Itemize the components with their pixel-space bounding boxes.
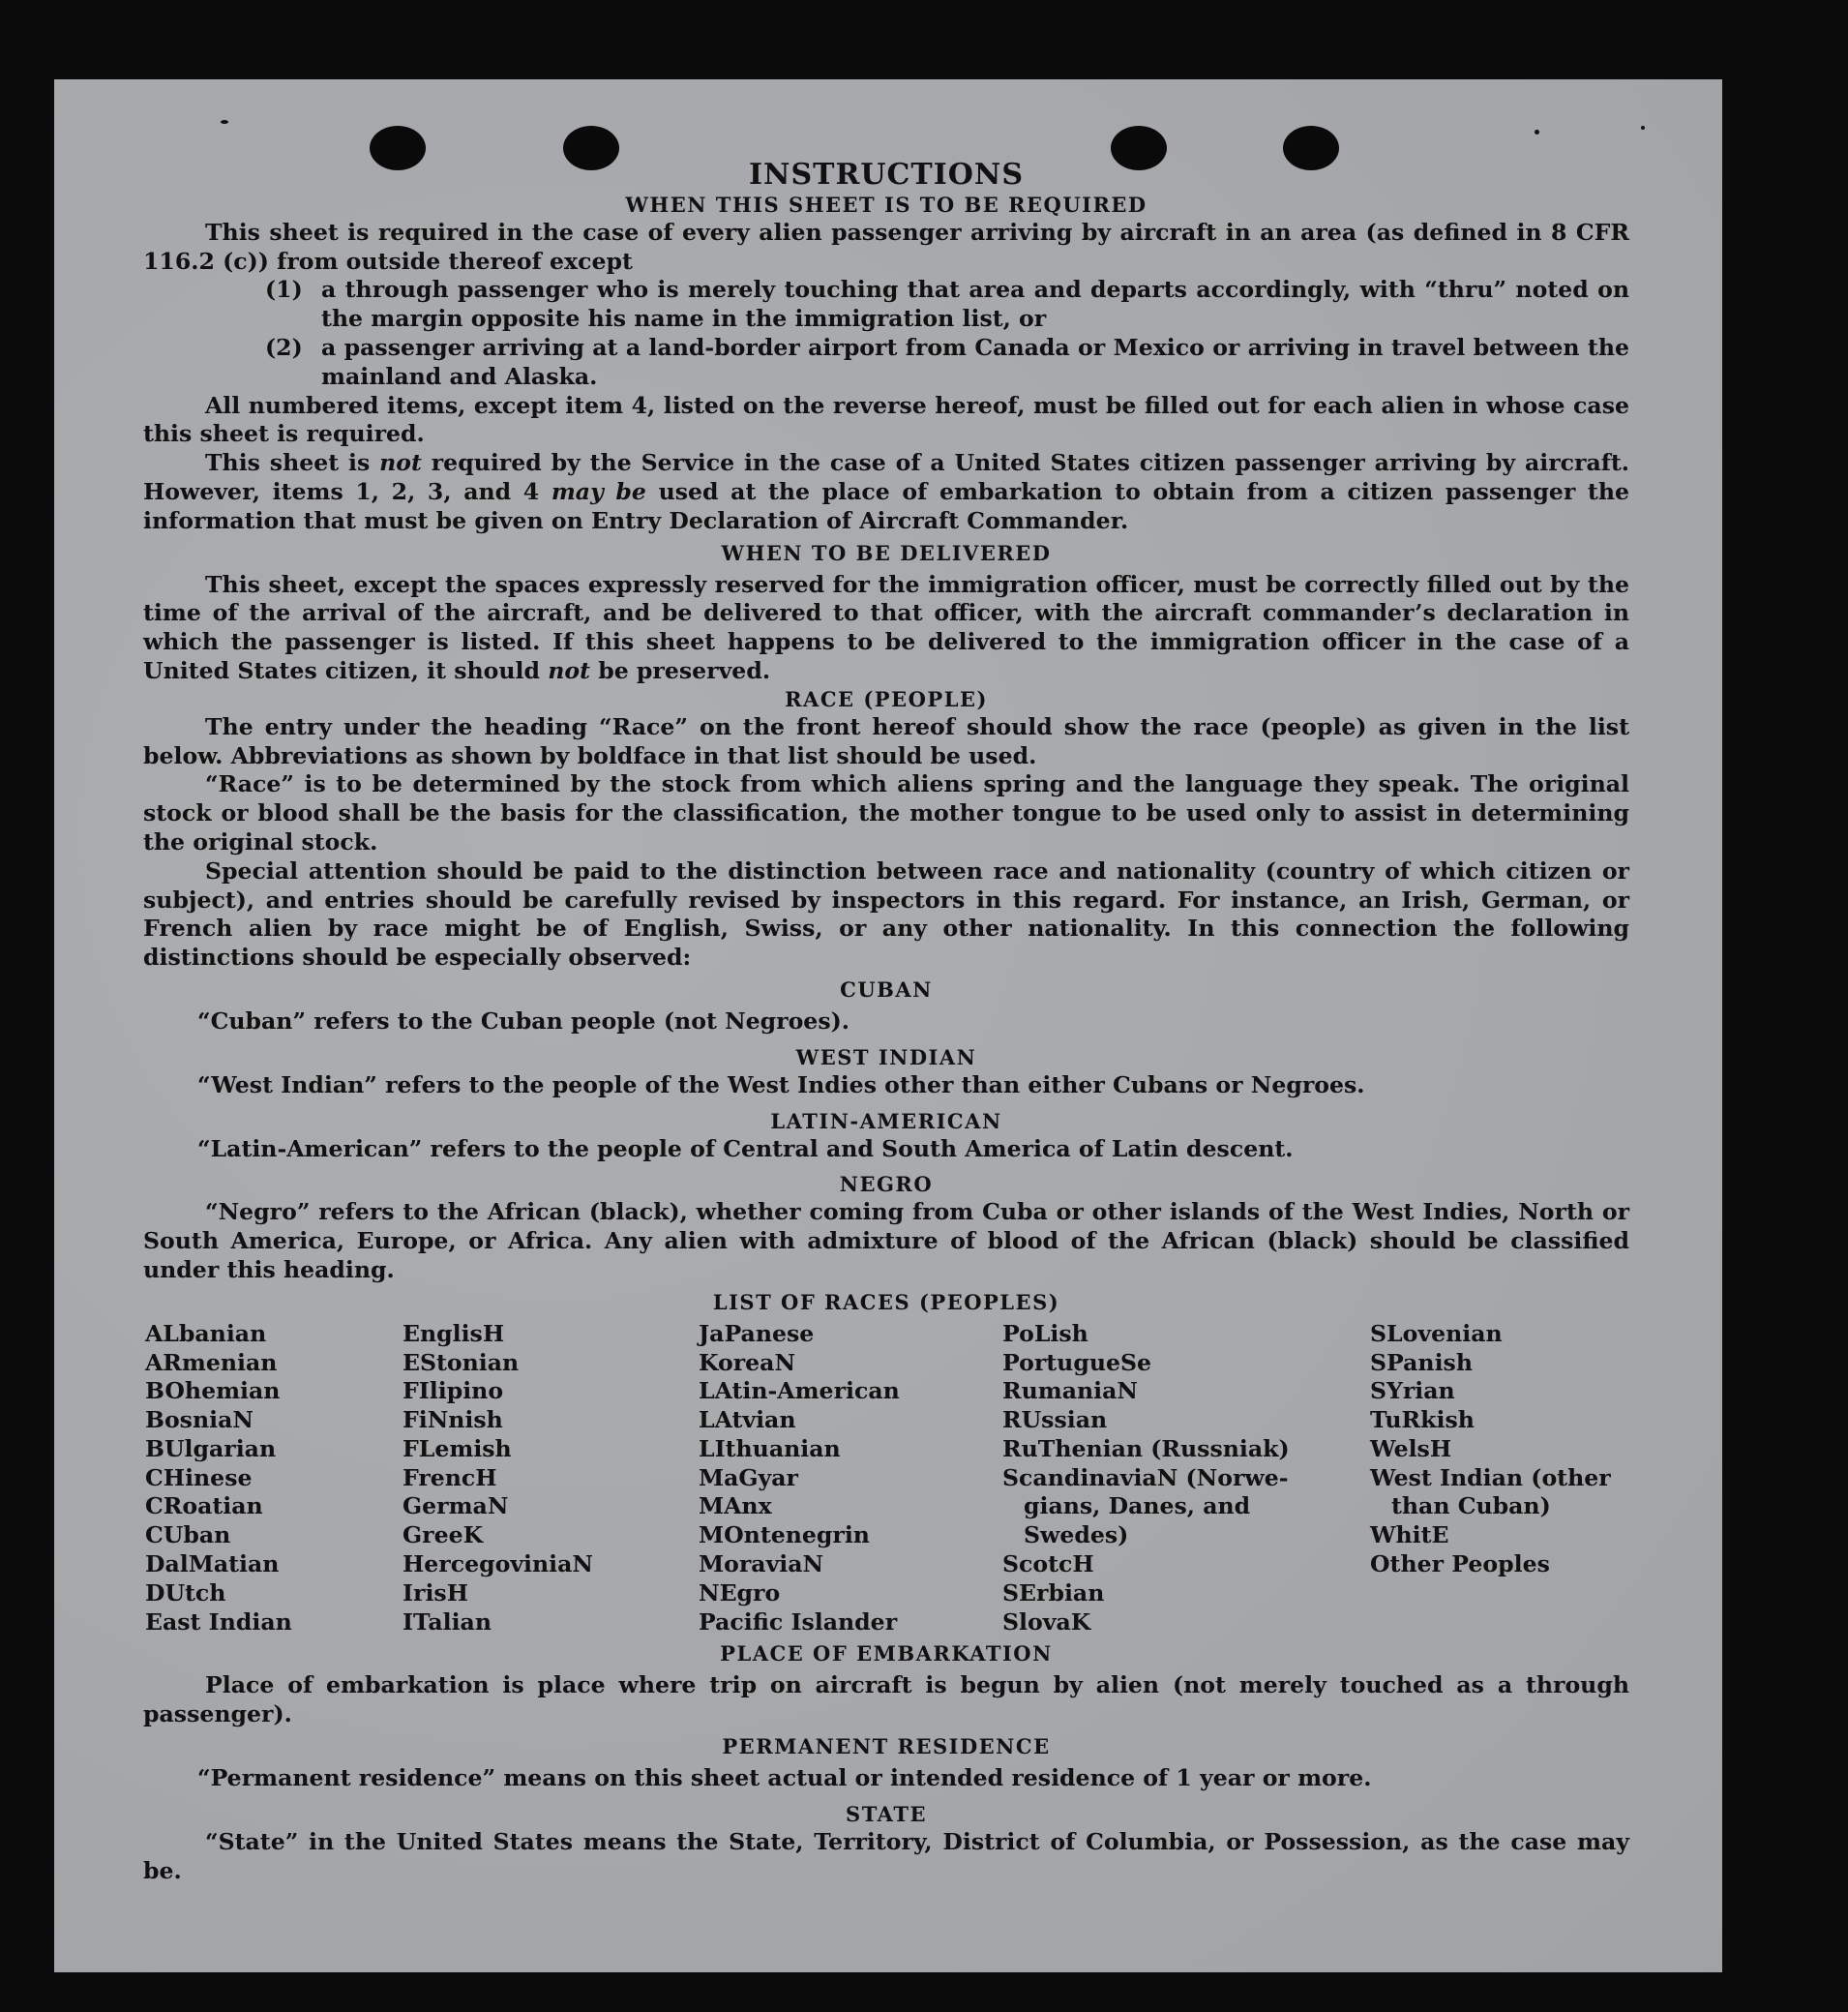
paragraph xyxy=(143,449,1629,535)
emphasis: not xyxy=(548,656,590,684)
punch-hole xyxy=(563,126,619,170)
race-entry: PortugueSe xyxy=(1002,1348,1152,1376)
race-entry: JaPanese xyxy=(699,1319,815,1347)
definition-west-indian: “West Indian” refers to the people of the West Indies other than either Cubans or Negroes. xyxy=(197,1070,1365,1098)
race-entry: Pacific Islander xyxy=(699,1607,898,1636)
race-entry: PoLish xyxy=(1002,1319,1088,1347)
item-text: a passenger arriving at a land-border airport from Canada or Mexico or arriving in travel between the mainland and Alaska. xyxy=(321,333,1629,390)
race-entry: than Cuban) xyxy=(1391,1492,1551,1520)
heading-place-of-embarkation: PLACE OF EMBARKATION xyxy=(720,1641,1053,1667)
definition-latin-american: “Latin-American” refers to the people of Central and South America of Latin descent. xyxy=(197,1134,1294,1162)
definition-permanent-residence: “Permanent residence” means on this sheet actual or intended residence of 1 year or more. xyxy=(197,1764,1372,1792)
heading-negro: NEGRO xyxy=(839,1172,934,1197)
race-entry: DUtch xyxy=(145,1578,226,1607)
definition-embarkation: Place of embarkation is place where trip on aircraft is begun by alien (not merely touched as a through passenger). xyxy=(143,1671,1629,1728)
heading-when-delivered: WHEN TO BE DELIVERED xyxy=(721,540,1052,565)
race-entry: LAtin-American xyxy=(699,1377,900,1405)
race-entry: CRoatian xyxy=(145,1492,263,1520)
emphasis: not xyxy=(379,449,422,477)
race-entry: RuThenian (Russniak) xyxy=(1002,1434,1290,1462)
race-entry: FiNnish xyxy=(402,1406,503,1434)
races-column xyxy=(1370,1320,1631,1637)
race-entry: SlovaK xyxy=(1002,1607,1091,1636)
race-entry: LAtvian xyxy=(699,1406,796,1434)
race-entry: ITalian xyxy=(402,1607,492,1636)
race-entry: SLovenian xyxy=(1370,1319,1503,1347)
paragraph: All numbered items, except item 4, listed on the reverse hereof, must be filled out for each alien in whose case this sheet is required. xyxy=(143,391,1629,448)
race-entry: DalMatian xyxy=(145,1550,280,1578)
race-entry: FLemish xyxy=(402,1434,512,1462)
race-entry: MOntenegrin xyxy=(699,1521,870,1549)
race-entry: BUlgarian xyxy=(145,1434,277,1462)
race-entry: RumaniaN xyxy=(1002,1377,1138,1405)
race-entry: EStonian xyxy=(402,1348,520,1376)
race-entry: ARmenian xyxy=(145,1348,278,1376)
paragraph: The entry under the heading “Race” on the front hereof should show the race (people) as given in the list below. Abbreviations as shown by boldface in that list should be used. xyxy=(143,712,1629,769)
definition-negro: “Negro” refers to the African (black), whether coming from Cuba or other islands of the West Indies, North or South America, Europe, or Africa. Any alien with admixture of blood of the African (black) should be classified under this heading. xyxy=(143,1198,1629,1283)
race-entry: WhitE xyxy=(1370,1521,1449,1549)
heading-state: STATE xyxy=(846,1801,927,1826)
race-entry: FIlipino xyxy=(402,1377,504,1405)
speck xyxy=(1535,130,1539,135)
punch-hole xyxy=(370,126,426,170)
speck xyxy=(221,120,228,124)
race-entry: MoraviaN xyxy=(699,1550,824,1578)
race-entry: Swedes) xyxy=(1024,1521,1129,1549)
paragraph: This sheet is required in the case of every alien passenger arriving by aircraft in an area (as defined in 8 CFR 116.2 (c)) from outside thereof except xyxy=(143,218,1629,275)
race-entry: ScandinaviaN (Norwe- xyxy=(1002,1463,1289,1491)
list-item xyxy=(265,276,1629,334)
punch-hole xyxy=(1283,126,1339,170)
race-entry: ScotcH xyxy=(1002,1550,1094,1578)
emphasis: may be xyxy=(551,477,646,505)
races-list xyxy=(145,1320,1629,1637)
race-entry: CHinese xyxy=(145,1463,253,1491)
race-entry: IrisH xyxy=(402,1578,469,1607)
race-entry: FrencH xyxy=(402,1463,497,1491)
paragraph: Special attention should be paid to the distinction between race and nationality (country of which citizen or subject), and entries should be carefully revised by inspectors in this regard. For instance, an Irish, German, or French alien by race might be of English, Swiss, or any other nationality. In this connection the following distinctions should be especially observed: xyxy=(143,856,1629,972)
races-column xyxy=(402,1320,699,1637)
races-column xyxy=(699,1320,1002,1637)
heading-west-indian: WEST INDIAN xyxy=(795,1044,977,1069)
race-entry: TuRkish xyxy=(1370,1406,1475,1434)
page-title: INSTRUCTIONS xyxy=(749,158,1024,192)
speck xyxy=(1641,126,1645,130)
text-run: required by the Service in the case of a United States citizen passenger arriving by aircraft. However, items 1, 2, 3, and 4 xyxy=(143,449,1629,505)
heading-race: RACE (PEOPLE) xyxy=(785,686,988,711)
text-run: This sheet, except the spaces expressly reserved for the immigration officer, must be correctly filled out by the time of the arrival of the aircraft, and be delivered to that officer, with the aircraft commander’s declaration in which the passenger is listed. If this sheet happens to be delivered to the immigration officer in the case of a United States citizen, it should xyxy=(143,570,1629,684)
paragraph: “Race” is to be determined by the stock from which aliens spring and the language they speak. The original stock or blood shall be the basis for the classification, the mother tongue to be used only to assist in determining the original stock. xyxy=(143,770,1629,856)
heading-latin-american: LATIN-AMERICAN xyxy=(770,1108,1002,1133)
race-entry: LIthuanian xyxy=(699,1434,841,1462)
race-entry: HercegoviniaN xyxy=(402,1550,593,1578)
race-entry: CUban xyxy=(145,1521,231,1549)
race-entry: gians, Danes, and xyxy=(1024,1492,1251,1520)
text-run: be preserved. xyxy=(590,656,771,684)
race-entry: MaGyar xyxy=(699,1463,798,1491)
item-text: a through passenger who is merely touching that area and departs accordingly, with “thru” noted on the margin opposite his name in the immigration list, or xyxy=(321,276,1629,333)
race-entry: Other Peoples xyxy=(1370,1550,1550,1578)
item-number: (1) xyxy=(265,276,303,304)
race-entry: SYrian xyxy=(1370,1377,1455,1405)
race-entry: RUssian xyxy=(1002,1406,1108,1434)
heading-when-required: WHEN THIS SHEET IS TO BE REQUIRED xyxy=(625,192,1148,217)
races-column xyxy=(145,1320,402,1637)
text-run: used at the place of embarkation to obtain from a citizen passenger the information that must be given on Entry Declaration of Aircraft Commander. xyxy=(143,477,1629,534)
heading-cuban: CUBAN xyxy=(840,976,933,1002)
race-entry: GermaN xyxy=(402,1492,509,1520)
race-entry: BOhemian xyxy=(145,1377,281,1405)
item-number: (2) xyxy=(265,333,303,361)
race-entry: EnglisH xyxy=(402,1319,505,1347)
race-entry: WelsH xyxy=(1370,1434,1452,1462)
definition-cuban: “Cuban” refers to the Cuban people (not Negroes). xyxy=(197,1006,849,1035)
text-run: This sheet is xyxy=(205,449,380,477)
heading-permanent-residence: PERMANENT RESIDENCE xyxy=(722,1734,1051,1759)
race-entry: MAnx xyxy=(699,1492,772,1520)
race-entry: SPanish xyxy=(1370,1348,1473,1376)
instruction-sheet xyxy=(54,79,1722,1972)
list-item xyxy=(265,334,1629,392)
definition-state: “State” in the United States means the State, Territory, District of Columbia, or Possession, as the case may be. xyxy=(143,1827,1629,1884)
paragraph xyxy=(143,571,1629,686)
race-entry: ALbanian xyxy=(145,1319,267,1347)
heading-list-of-races: LIST OF RACES (PEOPLES) xyxy=(712,1289,1060,1314)
punch-hole xyxy=(1111,126,1167,170)
race-entry: BosniaN xyxy=(145,1406,253,1434)
race-entry: NEgro xyxy=(699,1578,781,1607)
race-entry: East Indian xyxy=(145,1607,292,1636)
race-entry: KoreaN xyxy=(699,1348,796,1376)
races-column xyxy=(1002,1320,1370,1637)
race-entry: SErbian xyxy=(1002,1578,1105,1607)
race-entry: West Indian (other xyxy=(1370,1463,1611,1491)
race-entry: GreeK xyxy=(402,1521,484,1549)
